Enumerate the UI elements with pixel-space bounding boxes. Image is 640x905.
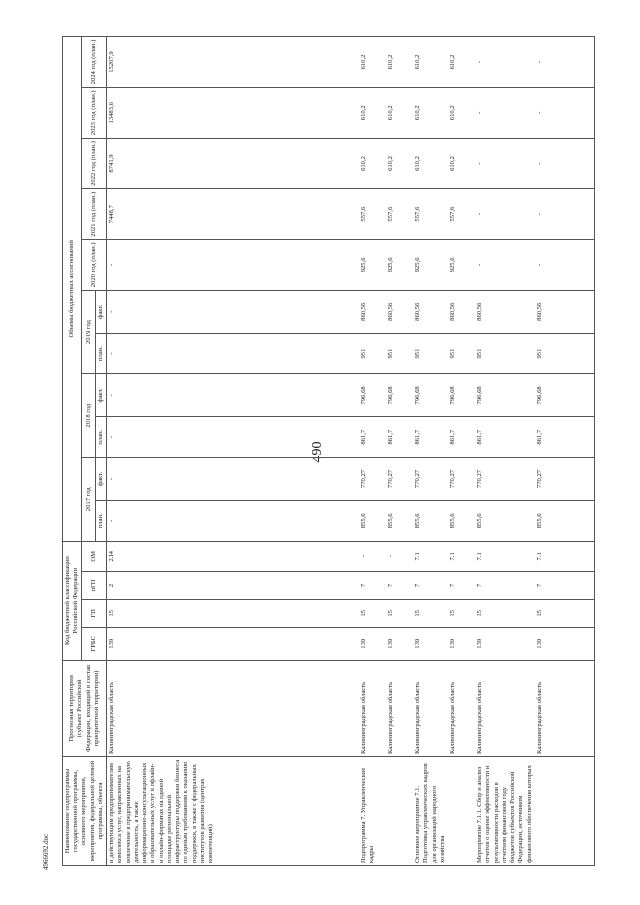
table-row (448, 37, 475, 866)
cell-2021: 557,6 (359, 189, 386, 240)
cell-gp: 15 (448, 599, 475, 627)
cell-2024: 15207,9 (107, 37, 360, 88)
cell-2019-fact: 860,56 (413, 290, 448, 333)
cell-gp: 15 (475, 599, 535, 627)
cell-2020: - (107, 240, 360, 291)
cell-grbs: 139 (359, 627, 386, 660)
row-region: Калининградская область (535, 660, 595, 756)
header-2019: 2019 год (82, 290, 95, 374)
cell-grbs: 139 (413, 627, 448, 660)
cell-om: 7.1 (413, 541, 448, 571)
cell-om: 2.I4 (107, 541, 360, 571)
cell-2018-plan: 861,7 (535, 417, 595, 458)
cell-2019-plan: 951 (448, 333, 475, 374)
cell-pgp: 7 (413, 572, 448, 600)
cell-2018-plan: 861,7 (448, 417, 475, 458)
cell-2017-fact: 770,27 (535, 457, 595, 500)
row-name: и действующим предпринимателям комплекса услуг, направленных на вовлечение в предпринимательскую деятельность, а также информационно-консультационных и образовательных услуг в офлайн- и онлайн-форматах на единой площадке региональной инфраструктуры поддержки бизнеса по единым требованиям к оказанию поддержки, в также с федеральных институтов развития (центрах компетенций) (107, 757, 360, 866)
cell-2017-fact: 770,27 (475, 457, 535, 500)
row-name: Подпрограмма 7. Управленческие кадры (359, 757, 386, 866)
cell-2018-fact: 796,68 (386, 374, 413, 417)
cell-2022: 610,2 (386, 138, 413, 189)
cell-2019-fact: - (107, 290, 360, 333)
table-row (413, 37, 448, 866)
cell-om: - (359, 541, 386, 571)
cell-2020: 925,6 (413, 240, 448, 291)
cell-2018-fact: - (107, 374, 360, 417)
cell-om: 7.1 (475, 541, 535, 571)
header-name: Наименование подпрограммы государственной программы, основного мероприятия, мероприятия, федеральной целевой программы, объекта (63, 757, 107, 866)
cell-2019-fact: 860,56 (475, 290, 535, 333)
header-2023: 2023 год (план.) (82, 87, 107, 138)
row-name: Основное мероприятие 7.1. Подготовка управленческих кадров для организаций народного хозяйства (413, 757, 448, 866)
cell-grbs: 139 (448, 627, 475, 660)
header-2017-fact: факт. (95, 457, 106, 500)
cell-2022: 610,2 (413, 138, 448, 189)
cell-2017-fact: - (107, 457, 360, 500)
cell-2020: - (535, 240, 595, 291)
header-code-gp: ГП (82, 599, 107, 627)
cell-2019-plan: 951 (413, 333, 448, 374)
cell-2021: 557,6 (386, 189, 413, 240)
cell-2017-plan: 855,6 (413, 501, 448, 542)
cell-pgp: 7 (535, 572, 595, 600)
table-row (107, 37, 360, 866)
cell-2018-plan: 861,7 (475, 417, 535, 458)
cell-2022: 610,2 (448, 138, 475, 189)
cell-grbs: 139 (475, 627, 535, 660)
cell-2023: - (535, 87, 595, 138)
cell-2019-fact: 860,56 (448, 290, 475, 333)
cell-2022: - (475, 138, 535, 189)
cell-grbs: 139 (386, 627, 413, 660)
row-name (448, 757, 475, 866)
cell-2024: 610,2 (448, 37, 475, 88)
cell-2022: 610,2 (359, 138, 386, 189)
header-2017: 2017 год (82, 457, 95, 541)
header-2018-fact: факт. (95, 374, 106, 417)
cell-2019-fact: 860,56 (386, 290, 413, 333)
cell-om: 7.1 (535, 541, 595, 571)
cell-2021: 557,6 (448, 189, 475, 240)
cell-grbs: 139 (535, 627, 595, 660)
cell-2019-plan: 951 (359, 333, 386, 374)
cell-2017-fact: 770,27 (448, 457, 475, 500)
cell-2017-plan: - (107, 501, 360, 542)
row-name (535, 757, 595, 866)
row-region: Калининградская область (475, 660, 535, 756)
cell-2023: - (475, 87, 535, 138)
cell-2023: 610,2 (448, 87, 475, 138)
cell-pgp: 7 (448, 572, 475, 600)
header-code-group: Код бюджетной классификации Российской Федерации (63, 541, 82, 660)
cell-2018-fact: 796,68 (413, 374, 448, 417)
cell-gp: 15 (359, 599, 386, 627)
cell-2018-plan: 861,7 (359, 417, 386, 458)
cell-2019-plan: 951 (535, 333, 595, 374)
table-header (63, 37, 107, 866)
cell-2018-plan: - (107, 417, 360, 458)
footer-text: 4966692.doc (42, 833, 50, 871)
row-region: Калининградская область (413, 660, 448, 756)
table-body (107, 37, 595, 866)
table-row (475, 37, 535, 866)
cell-2018-plan: 861,7 (413, 417, 448, 458)
cell-pgp: 7 (475, 572, 535, 600)
cell-2024: 610,2 (359, 37, 386, 88)
cell-2022: - (535, 138, 595, 189)
cell-2017-plan: 855,6 (535, 501, 595, 542)
cell-pgp: 7 (386, 572, 413, 600)
table-row (535, 37, 595, 866)
header-2020: 2020 год (план.) (82, 240, 107, 291)
page-number-text: 490 (310, 441, 325, 463)
table-row (359, 37, 386, 866)
cell-2023: 610,2 (359, 87, 386, 138)
header-2017-plan: план. (95, 501, 106, 542)
header-code-om: ОМ (82, 541, 107, 571)
cell-2019-plan: 951 (386, 333, 413, 374)
cell-2021: 557,6 (413, 189, 448, 240)
cell-2020: - (475, 240, 535, 291)
cell-2024: - (475, 37, 535, 88)
budget-table (62, 36, 595, 866)
cell-2021: - (475, 189, 535, 240)
header-2019-fact: факт. (95, 290, 106, 333)
row-name (386, 757, 413, 866)
cell-2019-fact: 860,56 (359, 290, 386, 333)
row-name: Мероприятие 7.1.1. Сбор и анализ отчетов о оценке эффективности и результативности расходов в отчетном финансовом году бюджетов субъектов Российской Федерации, источником финансового обеспечения которых (475, 757, 535, 866)
cell-pgp: 2 (107, 572, 360, 600)
row-region: Калининградская область (359, 660, 386, 756)
cell-2022: 8741,9 (107, 138, 360, 189)
cell-gp: 15 (413, 599, 448, 627)
cell-2017-fact: 770,27 (386, 457, 413, 500)
cell-2017-plan: 855,6 (475, 501, 535, 542)
cell-2017-plan: 855,6 (448, 501, 475, 542)
cell-2017-fact: 770,27 (359, 457, 386, 500)
header-2022: 2022 год (план.) (82, 138, 107, 189)
row-region: Калининградская область (386, 660, 413, 756)
cell-2020: 925,6 (386, 240, 413, 291)
header-recipient: Прогнозная территория (субъект Российской Федерации, входящий в состав приоритетной территории) (63, 660, 107, 756)
cell-2019-fact: 860,56 (535, 290, 595, 333)
cell-gp: 15 (107, 599, 360, 627)
table-row (386, 37, 413, 866)
cell-2023: 610,2 (413, 87, 448, 138)
header-2024: 2024 год (план.) (82, 37, 107, 88)
cell-2020: 925,6 (448, 240, 475, 291)
cell-gp: 15 (386, 599, 413, 627)
cell-pgp: 7 (359, 572, 386, 600)
cell-2023: 610,2 (386, 87, 413, 138)
cell-om: 7.1 (448, 541, 475, 571)
header-code-grbs: ГРБС (82, 627, 107, 660)
cell-2017-plan: 855,6 (359, 501, 386, 542)
cell-2018-fact: 796,68 (535, 374, 595, 417)
header-code-pgp: пГП (82, 572, 107, 600)
cell-2024: - (535, 37, 595, 88)
cell-2021: 7448,7 (107, 189, 360, 240)
header-2021: 2021 год (план.) (82, 189, 107, 240)
cell-2019-plan: - (107, 333, 360, 374)
cell-2021: - (535, 189, 595, 240)
cell-om: - (386, 541, 413, 571)
header-2018: 2018 год (82, 374, 95, 458)
cell-2018-fact: 796,68 (475, 374, 535, 417)
cell-2024: 610,2 (386, 37, 413, 88)
cell-2017-fact: 770,27 (413, 457, 448, 500)
cell-2020: 925,6 (359, 240, 386, 291)
cell-gp: 15 (535, 599, 595, 627)
header-volumes-group: Объемы бюджетных ассигнований (63, 37, 82, 542)
header-2018-plan: план. (95, 417, 106, 458)
row-region: Калининградская область (107, 660, 360, 756)
cell-2018-fact: 796,68 (448, 374, 475, 417)
cell-2023: 13483,6 (107, 87, 360, 138)
cell-2024: 610,2 (413, 37, 448, 88)
rotated-table-container (62, 36, 640, 866)
cell-2018-plan: 861,7 (386, 417, 413, 458)
cell-2017-plan: 855,6 (386, 501, 413, 542)
cell-grbs: 139 (107, 627, 360, 660)
row-region: Калининградская область (448, 660, 475, 756)
cell-2018-fact: 796,68 (359, 374, 386, 417)
cell-2019-plan: 951 (475, 333, 535, 374)
header-2019-plan: план. (95, 333, 106, 374)
